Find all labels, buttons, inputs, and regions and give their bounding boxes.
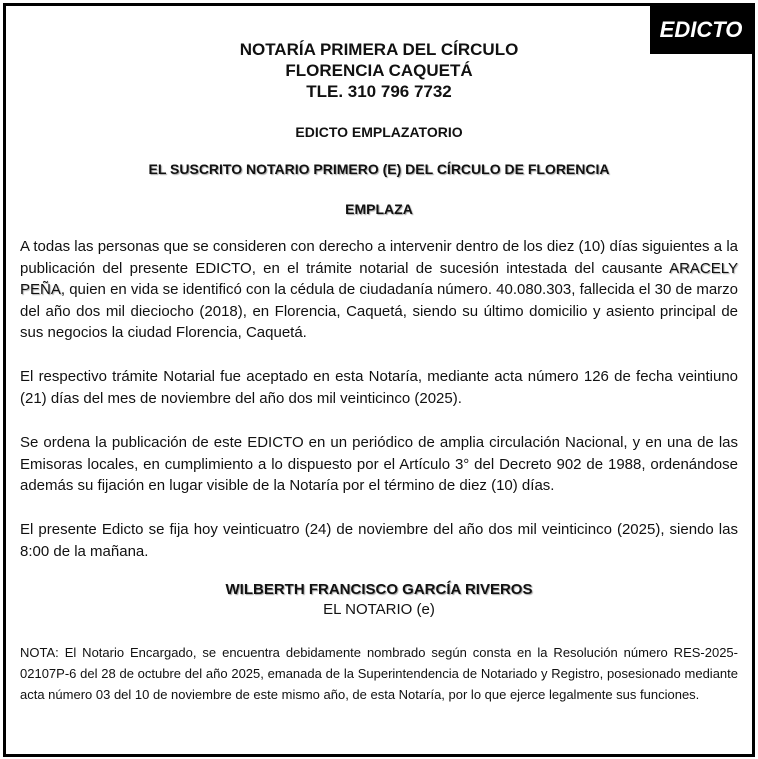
notary-header [6,39,752,102]
notary-city: FLORENCIA CAQUETÁ [285,61,473,80]
paragraph-acceptance: El respectivo trámite Notarial fue aceptado en esta Notaría, mediante acta número 126 de fecha veintiuno (21) días del mes de noviembre del año dos mil veinticinco (2025). [20,368,738,407]
document-subtitle: EL SUSCRITO NOTARIO PRIMERO (E) DEL CÍRCULO DE FLORENCIA [148,161,610,177]
paragraph-posting-date: El presente Edicto se fija hoy veinticuatro (24) de noviembre del año dos mil veinticinco (2025), siendo las 8:00 de la mañana. [20,521,738,560]
legal-note: NOTA: El Notario Encargado, se encuentra debidamente nombrado según consta en la Resolución número RES-2025-02107P-6 del 28 de octubre del año 2025, emanada de la Superintendencia de Notariado y Registro, posesionado mediante acta número 03 del 10 de noviembre de este mismo año, de esta Notaría, por lo que ejerce legalmente sus funciones. [20,645,738,702]
notary-name: NOTARÍA PRIMERA DEL CÍRCULO [239,40,519,59]
edicto-badge: EDICTO [650,6,752,54]
paragraph-summons-start: A todas las personas que se consideren con derecho a intervenir dentro de los diez (10) días siguientes a la publicación del presente EDICTO, en el trámite notarial de sucesión intestada del causante [20,238,738,277]
notary-signature-name: WILBERTH FRANCISCO GARCÍA RIVEROS [225,581,533,598]
notary-phone: TLE. 310 796 7732 [306,82,452,101]
edict-frame [3,3,755,757]
paragraph-summons [20,236,738,344]
paragraph-publication: Se ordena la publicación de este EDICTO en un periódico de amplia circulación Nacional, y en una de las Emisoras locales, en cumplimiento a lo dispuesto por el Artículo 3° del Decreto 902 de 1988, ordenándose además su fijación en lugar visible de la Notaría por el término de diez (10) días. [20,434,738,494]
deceased-name: ARACELY PEÑA [20,259,738,298]
document-title: EDICTO EMPLAZATORIO [295,124,463,140]
action-heading: EMPLAZA [345,201,413,217]
notary-signature-role: EL NOTARIO (e) [323,601,435,618]
paragraph-summons-end: , quien en vida se identificó con la cédula de ciudadanía número. 40.080.303, fallecida el 30 de marzo del año dos mil dieciocho (2018), en Florencia, Caquetá, siendo su último domicilio y asiento principal de sus negocios la ciudad Florencia, Caquetá. [20,281,738,341]
